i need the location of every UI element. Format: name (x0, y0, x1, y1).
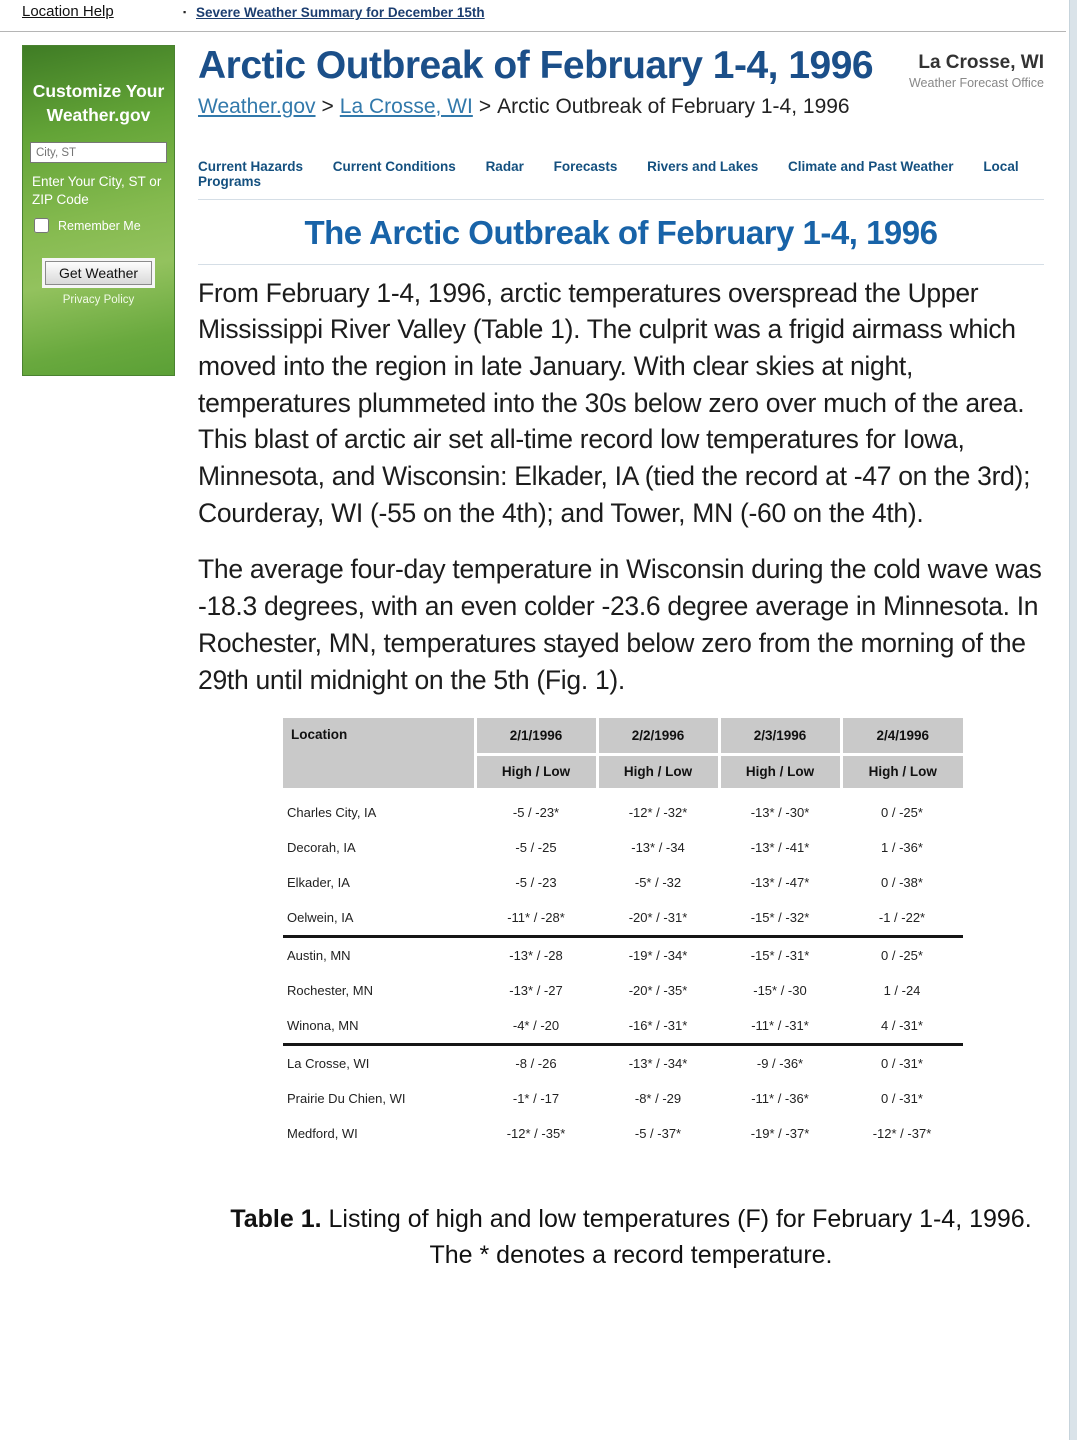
breadcrumb-weather-gov[interactable]: Weather.gov (198, 94, 316, 118)
temp-cell: -8* / -29 (634, 1091, 682, 1107)
temp-cell: -20* / -31* (628, 910, 688, 926)
temp-cell: -4* / -20 (512, 1018, 560, 1034)
temp-cell: -16* / -31* (628, 1018, 688, 1034)
table-header (283, 718, 963, 792)
date-column-header: 2/3/1996 (719, 718, 841, 755)
temp-cell: -9 / -36* (719, 1045, 841, 1082)
location-column-header: Location (283, 718, 475, 792)
breadcrumb-current-page: Arctic Outbreak of February 1-4, 1996 (497, 94, 850, 118)
severe-weather-summary-link[interactable]: Severe Weather Summary for December 15th (196, 5, 485, 20)
office-identity (909, 52, 1044, 90)
office-name: La Crosse, WI (918, 52, 1044, 73)
main-content (198, 38, 1064, 1274)
temp-cell: -11* / -36* (751, 1091, 809, 1107)
temperature-table (283, 718, 963, 1151)
temp-cell: -13* / -34* (597, 1045, 719, 1082)
temp-cell: -13* / -41* (750, 840, 810, 856)
location-cell: Medford, WI (287, 1126, 358, 1142)
temp-cell: -8 / -26 (475, 1045, 597, 1082)
office-subtitle: Weather Forecast Office (908, 76, 1044, 90)
temp-cell: 1 / -24 (883, 983, 921, 999)
temp-cell: -5 / -37* (634, 1126, 682, 1142)
location-cell: Prairie Du Chien, WI (287, 1091, 406, 1107)
temp-cell: 1 / -36* (881, 840, 923, 856)
table-row (283, 1081, 963, 1116)
scrollbar-track[interactable] (1069, 0, 1077, 1440)
privacy-policy-link[interactable]: Privacy Policy (62, 294, 135, 307)
article-heading: The Arctic Outbreak of February 1-4, 1996 (304, 213, 938, 251)
nav-radar[interactable]: Radar (485, 158, 524, 174)
paragraph-1: From February 1-4, 1996, arctic temperatures overspread the Upper Mississippi River Valley (Table 1). The culprit was a frigid airmass which moved into the region in late January. With clear skies at night, temperatures plummeted into the 30s below zero over much of the area. This blast of arctic air set all-time record low temperatures for Iowa, Minnesota, and Wisconsin: Elkader, IA (tied the record at -47 on the 3rd); Courderay, WI (-55 on the 4th); and Tower, MN (-60 on the 4th). (198, 277, 1031, 528)
temp-cell: -15* / -32* (750, 910, 810, 926)
sidebar-title: Customize Your Weather.gov (32, 81, 165, 125)
nav-rivers-and-lakes[interactable]: Rivers and Lakes (647, 158, 759, 174)
temp-cell: -19* / -34* (597, 937, 719, 974)
top-divider (0, 31, 1066, 32)
high-low-subheader: High / Low (841, 755, 963, 792)
high-low-subheader: High / Low (719, 755, 841, 792)
page-title: Arctic Outbreak of February 1-4, 1996 (198, 44, 874, 87)
temp-cell: 0 / -38* (881, 875, 923, 891)
temp-cell: -13* / -47* (750, 875, 810, 891)
breadcrumb-separator: > (478, 94, 492, 118)
location-cell: Rochester, MN (287, 983, 373, 999)
table-row (283, 937, 963, 974)
temp-cell: -1 / -22* (878, 910, 926, 926)
temp-cell: -1* / -17 (512, 1091, 560, 1107)
temp-cell: -5 / -23* (475, 792, 597, 831)
date-column-header: 2/4/1996 (841, 718, 963, 755)
temp-cell: 4 / -31* (881, 1018, 923, 1034)
temp-cell: -13* / -34 (631, 840, 685, 856)
temp-cell: 0 / -31* (881, 1091, 923, 1107)
temp-cell: -12* / -32* (597, 792, 719, 831)
nav-climate-past-weather[interactable]: Climate and Past Weather (787, 158, 954, 174)
date-column-header: 2/1/1996 (475, 718, 597, 755)
table-caption (208, 1201, 1054, 1274)
temp-cell: -19* / -37* (750, 1126, 810, 1142)
nav-local-programs[interactable]: Local Programs (198, 158, 1019, 189)
location-cell: Austin, MN (283, 937, 475, 974)
table-row (283, 900, 963, 937)
high-low-subheader: High / Low (597, 755, 719, 792)
temp-cell: -15* / -30 (753, 983, 807, 999)
location-cell: Decorah, IA (287, 840, 356, 856)
table-body (283, 792, 963, 1152)
location-cell: La Crosse, WI (283, 1045, 475, 1082)
get-weather-button[interactable]: Get Weather (45, 261, 152, 285)
temp-cell: 0 / -25* (841, 937, 963, 974)
remember-me-row (34, 218, 165, 233)
temp-cell: -15* / -31* (719, 937, 841, 974)
table-row (283, 1008, 963, 1045)
temp-cell: -13* / -28 (475, 937, 597, 974)
location-help-link[interactable]: Location Help (22, 3, 114, 20)
table-row (283, 1045, 963, 1082)
city-state-input[interactable] (30, 142, 167, 163)
nav-current-hazards[interactable]: Current Hazards (198, 158, 304, 174)
heading-divider (198, 264, 1044, 265)
location-cell: Winona, MN (287, 1018, 359, 1034)
temp-cell: -5 / -25 (515, 840, 557, 856)
temp-cell: -13* / -30* (719, 792, 841, 831)
table-row (283, 865, 963, 900)
temp-cell: -12* / -35* (506, 1126, 566, 1142)
table-caption-text: Listing of high and low temperatures (F) for February 1-4, 1996. The * denotes a record temperature. (321, 1205, 1032, 1270)
table-row (283, 830, 963, 865)
bullet-icon: ▪ (183, 7, 187, 17)
high-low-subheader: High / Low (475, 755, 597, 792)
breadcrumb (198, 95, 1064, 119)
temp-cell: -13* / -27 (509, 983, 563, 999)
remember-me-label: Remember Me (58, 218, 141, 233)
breadcrumb-separator: > (321, 94, 334, 118)
nav-forecasts[interactable]: Forecasts (553, 158, 618, 174)
location-cell: Charles City, IA (283, 792, 475, 831)
temp-cell: 0 / -25* (841, 792, 963, 831)
customize-weather-sidebar (22, 45, 175, 376)
date-column-header: 2/2/1996 (597, 718, 719, 755)
temp-cell: -5* / -32 (634, 875, 682, 891)
temp-cell: -11* / -31* (751, 1018, 809, 1034)
table-header-row-dates (283, 718, 963, 755)
table-row (283, 792, 963, 831)
location-cell: Oelwein, IA (287, 910, 354, 926)
sidebar-hint-text: Enter Your City, ST or ZIP Code (32, 174, 162, 207)
table-row (283, 973, 963, 1008)
temp-cell: -5 / -23 (515, 875, 557, 891)
remember-me-checkbox[interactable] (34, 218, 49, 233)
table-caption-label: Table 1. (230, 1205, 322, 1234)
breadcrumb-la-crosse[interactable]: La Crosse, WI (339, 94, 473, 118)
nav-divider (198, 199, 1044, 200)
nav-current-conditions[interactable]: Current Conditions (332, 158, 456, 174)
table-row (283, 1116, 963, 1151)
temp-cell: -20* / -35* (628, 983, 688, 999)
paragraph-2: The average four-day temperature in Wisconsin during the cold wave was -18.3 degrees, with an even colder -23.6 degree average in Minnesota. In Rochester, MN, temperatures stayed below zero from the morning of the 29th until midnight on the 5th (Fig. 1). (198, 554, 1042, 695)
temp-cell: 0 / -31* (841, 1045, 963, 1082)
temp-cell: -12* / -37* (872, 1126, 932, 1142)
location-cell: Elkader, IA (287, 875, 350, 891)
main-navigation (198, 159, 1064, 189)
temp-cell: -11* / -28* (507, 910, 565, 926)
